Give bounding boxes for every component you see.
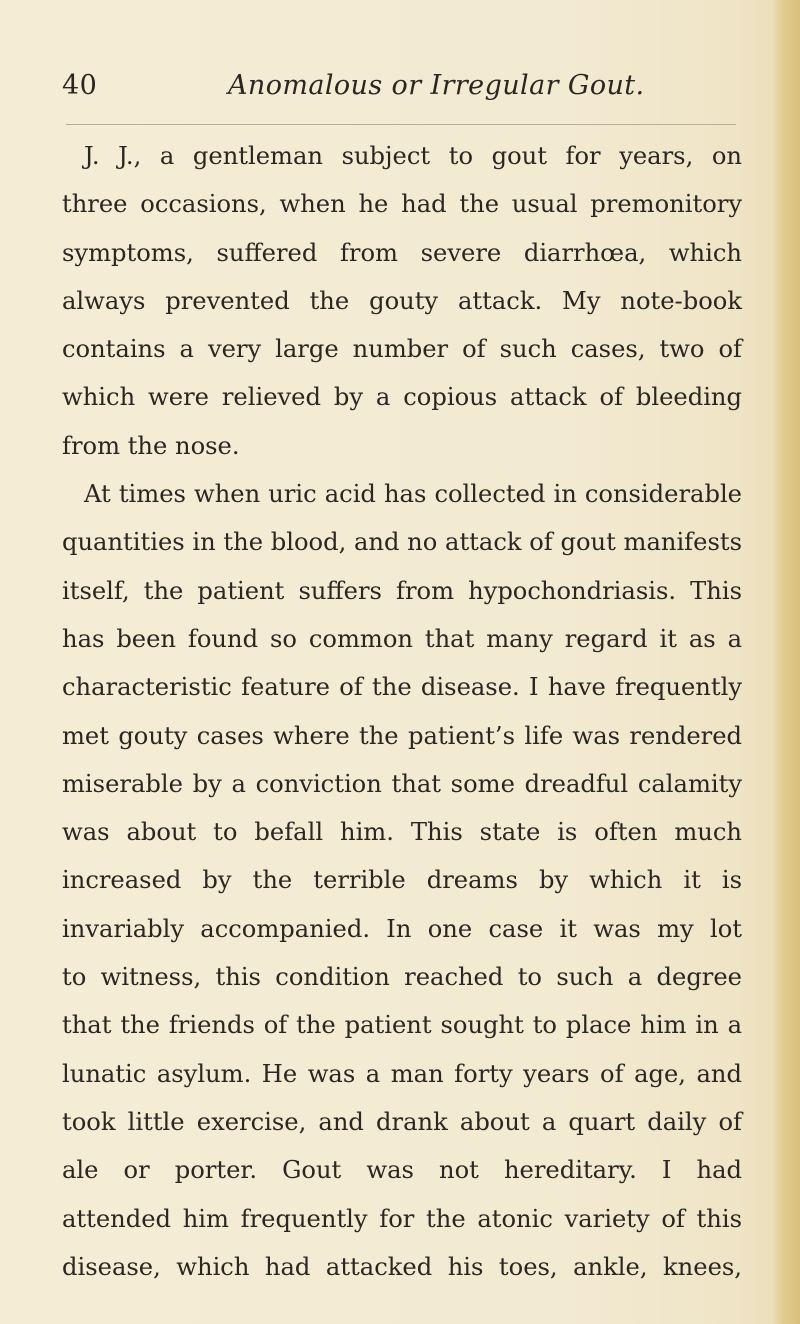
text-line: three occasions, when he had the usual premonitory xyxy=(62,190,742,219)
text-line: itself, the patient suffers from hypochondriasis. This xyxy=(62,576,742,605)
page-header xyxy=(0,70,800,110)
text-line: to witness, this condition reached to such a degree xyxy=(62,963,742,992)
text-line: characteristic feature of the disease. I have frequently xyxy=(62,673,742,702)
text-line: ale or porter. Gout was not hereditary. I had xyxy=(62,1156,742,1185)
text-line: quantities in the blood, and no attack of gout manifests xyxy=(62,528,742,557)
text-line: lunatic asylum. He was a man forty years of age, and xyxy=(62,1059,742,1088)
text-line: was about to befall him. This state is often much xyxy=(62,818,742,847)
text-line: that the friends of the patient sought to place him in a xyxy=(62,1011,742,1040)
text-line: attended him frequently for the atonic variety of this xyxy=(62,1204,742,1233)
header-rule xyxy=(66,124,736,125)
text-line: took little exercise, and drank about a quart daily of xyxy=(62,1107,742,1136)
text-line: contains a very large number of such cases, two of xyxy=(62,335,742,364)
text-line: increased by the terrible dreams by which it is xyxy=(62,866,742,895)
running-title: Anomalous or Irregular Gout. xyxy=(228,70,645,101)
body-text xyxy=(62,132,742,1291)
text-line: invariably accompanied. In one case it was my lot xyxy=(62,914,742,943)
text-line: always prevented the gouty attack. My note-book xyxy=(62,286,742,315)
text-line: miserable by a conviction that some dreadful calamity xyxy=(62,769,742,798)
page-edge xyxy=(772,0,800,1324)
page-number: 40 xyxy=(62,70,98,101)
text-line: which were relieved by a copious attack of bleeding xyxy=(62,383,742,412)
text-line: symptoms, suffered from severe diarrhœa, which xyxy=(62,238,742,267)
text-line: disease, which had attacked his toes, ankle, knees, xyxy=(62,1252,742,1281)
text-line: J. J., a gentleman subject to gout for years, on xyxy=(84,142,742,170)
text-line: has been found so common that many regard it as a xyxy=(62,624,742,653)
text-line: from the nose. xyxy=(62,431,240,460)
text-line: At times when uric acid has collected in considerable xyxy=(84,480,742,509)
text-line: met gouty cases where the patient’s life was rendered xyxy=(62,721,742,750)
